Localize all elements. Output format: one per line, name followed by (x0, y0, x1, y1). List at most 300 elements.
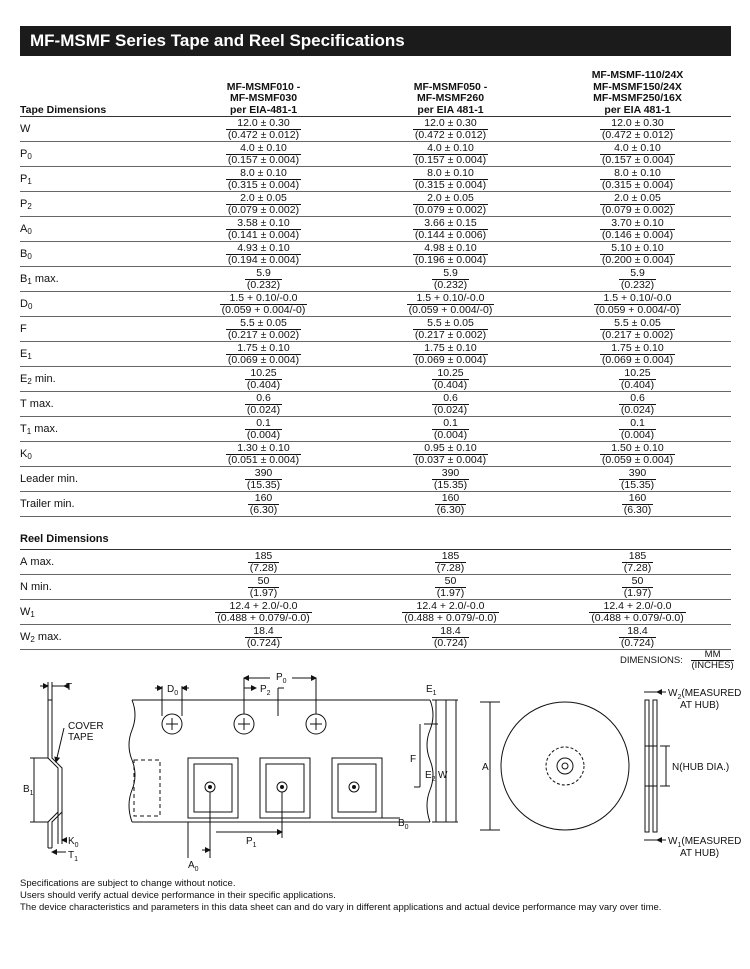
value-fraction (619, 268, 656, 291)
value-inches: (0.217 ± 0.002) (601, 328, 674, 341)
column-header (544, 70, 731, 117)
value-inches: (0.315 ± 0.004) (414, 178, 487, 191)
value-cell (357, 492, 544, 517)
value-cell (170, 292, 357, 317)
value-inches: (15.35) (433, 478, 468, 491)
value-mm: 8.0 ± 0.10 (413, 168, 488, 180)
value-inches: (0.157 ± 0.004) (227, 153, 300, 166)
row-symbol: T (20, 397, 27, 410)
value-inches: (1.97) (623, 586, 652, 599)
row-label (20, 467, 170, 492)
label-e1 (426, 684, 437, 697)
row-symbol: N (20, 580, 28, 593)
reel-section (20, 517, 731, 550)
label-w1-main: W (668, 836, 678, 847)
label-a0 (188, 860, 199, 873)
label-cover: COVER (68, 721, 104, 732)
value-inches: (0.488 + 0.079/-0.0) (404, 611, 497, 624)
value-fraction (413, 143, 488, 166)
value-mm: 3.66 ± 0.15 (413, 218, 488, 230)
value-inches: (0.724) (246, 636, 281, 649)
table-row (20, 492, 731, 517)
table-row (20, 392, 731, 417)
row-symbol: E (20, 372, 28, 385)
value-mm: 18.4 (432, 626, 469, 638)
value-fraction (589, 601, 686, 624)
value-fraction (413, 318, 488, 341)
label-a0-main: A (188, 860, 195, 871)
row-label (20, 625, 170, 650)
table-row (20, 167, 731, 192)
value-inches: (0.232) (433, 278, 468, 291)
row-symbol: T (20, 422, 27, 435)
tape-top-view (129, 678, 458, 858)
value-mm: 1.30 ± 0.10 (226, 443, 301, 455)
page-title: MF-MSMF Series Tape and Reel Specifications (20, 26, 731, 56)
value-fraction (245, 393, 282, 416)
value-mm: 5.9 (245, 268, 282, 280)
value-inches: (0.404) (620, 378, 655, 391)
value-fraction (226, 343, 301, 366)
row-subscript: 0 (27, 151, 32, 161)
table-row (20, 242, 731, 267)
value-mm: 12.4 + 2.0/-0.0 (215, 601, 312, 613)
value-cell (170, 442, 357, 467)
row-label (20, 550, 170, 575)
value-inches: (0.472 ± 0.012) (601, 128, 674, 141)
value-mm: 390 (619, 468, 656, 480)
column-header-line: MF-MSMF250/16X (593, 92, 682, 104)
value-fraction (402, 601, 499, 624)
value-mm: 1.5 + 0.10/-0.0 (407, 293, 495, 305)
dimensions-legend (620, 650, 734, 671)
value-inches: (0.144 ± 0.006) (414, 228, 487, 241)
value-cell (357, 217, 544, 242)
label-k0-main: K (68, 836, 75, 847)
value-cell (544, 550, 731, 575)
label-d0-sub: 0 (174, 690, 179, 697)
row-symbol: D (20, 297, 28, 310)
label-e2-sub: 2 (431, 776, 436, 783)
value-cell (357, 575, 544, 600)
row-symbol: Leader min. (20, 472, 79, 485)
value-fraction (226, 218, 301, 241)
row-suffix: min. (31, 372, 56, 385)
value-inches: (0.315 ± 0.004) (227, 178, 300, 191)
value-fraction (226, 143, 301, 166)
label-p2-sub: 2 (266, 690, 271, 697)
value-cell (544, 467, 731, 492)
row-label (20, 600, 170, 625)
value-inches: (0.079 ± 0.002) (227, 203, 300, 216)
value-fraction (220, 293, 308, 316)
value-cell (544, 367, 731, 392)
value-fraction (600, 218, 675, 241)
value-inches: (0.232) (246, 278, 281, 291)
value-mm: 10.25 (619, 368, 656, 380)
row-label (20, 442, 170, 467)
value-inches: (0.217 ± 0.002) (414, 328, 487, 341)
table-row (20, 575, 731, 600)
value-fraction (407, 293, 495, 316)
label-b1-sub: 1 (29, 790, 34, 797)
value-fraction (245, 626, 282, 649)
label-reel-a: A (482, 762, 489, 773)
label-e2 (425, 770, 436, 783)
value-fraction (600, 193, 675, 216)
value-cell (357, 600, 544, 625)
value-inches: (0.004) (433, 428, 468, 441)
table-row (20, 117, 731, 142)
value-cell (544, 392, 731, 417)
row-symbol: W (20, 122, 31, 135)
value-mm: 2.0 ± 0.05 (226, 193, 301, 205)
value-fraction (600, 118, 675, 141)
value-inches: (0.059 + 0.004/-0) (408, 303, 493, 316)
table-row (20, 600, 731, 625)
value-fraction (622, 551, 653, 574)
value-inches: (0.472 ± 0.012) (414, 128, 487, 141)
value-cell (357, 267, 544, 292)
value-cell (170, 342, 357, 367)
value-inches: (0.024) (433, 403, 468, 416)
row-subscript: 2 (27, 376, 32, 386)
row-suffix: max. (27, 555, 55, 568)
value-mm: 0.1 (619, 418, 656, 430)
units-fraction (691, 650, 733, 671)
value-mm: 3.70 ± 0.10 (600, 218, 675, 230)
dimensions-label: DIMENSIONS: (620, 655, 683, 667)
value-fraction (245, 468, 282, 491)
value-cell (170, 625, 357, 650)
value-mm: 4.93 ± 0.10 (226, 243, 301, 255)
table-row (20, 417, 731, 442)
value-mm: 12.0 ± 0.30 (413, 118, 488, 130)
row-symbol: W (20, 630, 31, 643)
value-inches: (6.30) (436, 503, 465, 516)
value-inches: (0.404) (246, 378, 281, 391)
value-fraction (600, 318, 675, 341)
row-label (20, 142, 170, 167)
label-p1-main: P (246, 836, 253, 847)
value-fraction (432, 626, 469, 649)
value-mm: 0.6 (245, 393, 282, 405)
value-cell (170, 600, 357, 625)
label-tape: TAPE (68, 732, 94, 743)
reel-section-row (20, 517, 731, 550)
value-inches: (0.724) (620, 636, 655, 649)
value-mm: 5.9 (619, 268, 656, 280)
row-suffix: max. (34, 630, 62, 643)
value-cell (170, 550, 357, 575)
row-suffix: max. (26, 397, 54, 410)
row-symbol: K (20, 447, 28, 460)
value-cell (357, 367, 544, 392)
value-mm: 8.0 ± 0.10 (226, 168, 301, 180)
value-mm: 185 (622, 551, 653, 563)
value-cell (170, 367, 357, 392)
value-cell (544, 342, 731, 367)
note-line: The device characteristics and parameters in this data sheet can and do vary in different applications and actual device performance may vary over time. (20, 902, 662, 913)
value-inches: (0.051 ± 0.004) (227, 453, 300, 466)
row-symbol: A (20, 555, 28, 568)
value-cell (357, 167, 544, 192)
value-cell (357, 442, 544, 467)
label-w1-note2: AT HUB) (680, 848, 720, 859)
value-fraction (413, 343, 488, 366)
value-fraction (226, 243, 301, 266)
value-mm: 0.6 (432, 393, 469, 405)
value-fraction (413, 443, 488, 466)
column-header-line: per EIA 481-1 (417, 103, 484, 116)
value-mm: 50 (622, 576, 653, 588)
column-header-line: MF-MSMF050 - (413, 80, 488, 93)
value-fraction (432, 418, 469, 441)
label-w2-main: W (668, 688, 678, 699)
value-fraction (435, 576, 466, 599)
value-fraction (413, 118, 488, 141)
value-fraction (600, 168, 675, 191)
value-cell (357, 142, 544, 167)
value-cell (170, 117, 357, 142)
value-inches: (0.232) (620, 278, 655, 291)
table-row (20, 367, 731, 392)
value-fraction (226, 318, 301, 341)
value-fraction (215, 601, 312, 624)
column-header-line: MF-MSMF150/24X (593, 80, 682, 93)
value-cell (544, 192, 731, 217)
value-inches: (0.472 ± 0.012) (227, 128, 300, 141)
value-inches: (6.30) (623, 503, 652, 516)
row-subscript: 2 (30, 634, 35, 644)
value-mm: 4.98 ± 0.10 (413, 243, 488, 255)
value-cell (170, 575, 357, 600)
row-subscript: 2 (27, 201, 32, 211)
row-symbol: B (20, 247, 28, 260)
value-cell (544, 442, 731, 467)
value-mm: 5.5 ± 0.05 (226, 318, 301, 330)
note-line: Specifications are subject to change without notice. (20, 878, 236, 889)
value-fraction (619, 468, 656, 491)
label-p2 (260, 684, 271, 697)
reel-dimensions-header: Reel Dimensions (20, 517, 731, 550)
label-k0 (68, 836, 79, 849)
value-cell (170, 192, 357, 217)
units-mm: MM (691, 650, 733, 661)
table-row (20, 550, 731, 575)
value-mm: 185 (435, 551, 466, 563)
row-symbol: F (20, 322, 27, 335)
value-cell (170, 267, 357, 292)
label-e1-sub: 1 (432, 690, 437, 697)
value-cell (357, 292, 544, 317)
value-cell (357, 392, 544, 417)
label-p2-main: P (260, 684, 267, 695)
table-row (20, 192, 731, 217)
value-mm: 8.0 ± 0.10 (600, 168, 675, 180)
value-fraction (594, 293, 682, 316)
value-inches: (1.97) (249, 586, 278, 599)
label-f: F (410, 754, 417, 765)
value-inches: (1.97) (436, 586, 465, 599)
label-w2-sub: 2 (677, 694, 682, 701)
row-suffix: max. (31, 272, 59, 285)
value-inches: (0.488 + 0.079/-0.0) (591, 611, 684, 624)
value-mm: 160 (435, 493, 466, 505)
row-suffix: max. (31, 422, 59, 435)
value-mm: 2.0 ± 0.05 (413, 193, 488, 205)
units-inches: (INCHES) (691, 660, 734, 671)
tape-dimensions-header: Tape Dimensions (20, 70, 170, 117)
value-fraction (226, 168, 301, 191)
column-header-line: MF-MSMF-110/24X (591, 69, 684, 81)
value-mm: 4.0 ± 0.10 (413, 143, 488, 155)
value-mm: 1.5 + 0.10/-0.0 (220, 293, 308, 305)
column-header (170, 70, 357, 117)
value-cell (357, 192, 544, 217)
value-mm: 5.10 ± 0.10 (600, 243, 675, 255)
value-fraction (248, 551, 279, 574)
value-inches: (0.024) (620, 403, 655, 416)
column-header-line: MF-MSMF030 (229, 92, 298, 104)
value-fraction (600, 443, 675, 466)
value-fraction (622, 576, 653, 599)
value-cell (544, 242, 731, 267)
label-b1 (23, 784, 34, 797)
value-inches: (0.315 ± 0.004) (601, 178, 674, 191)
column-header-line: per EIA 481-1 (604, 103, 671, 116)
label-d0-main: D (167, 684, 175, 695)
value-inches: (0.004) (246, 428, 281, 441)
label-t1-main: T (68, 850, 75, 861)
row-subscript: 1 (27, 276, 32, 286)
value-fraction (435, 551, 466, 574)
row-symbol: P (20, 197, 28, 210)
row-subscript: 0 (27, 251, 32, 261)
value-mm: 1.75 ± 0.10 (226, 343, 301, 355)
value-mm: 1.5 + 0.10/-0.0 (594, 293, 682, 305)
label-n-main: N (672, 762, 680, 773)
value-cell (357, 317, 544, 342)
value-inches: (0.069 ± 0.004) (227, 353, 300, 366)
label-t1-sub: 1 (74, 856, 79, 863)
table-row (20, 342, 731, 367)
row-subscript: 1 (27, 351, 32, 361)
label-p0-main: P (276, 672, 283, 683)
value-inches: (0.194 ± 0.004) (227, 253, 300, 266)
value-fraction (435, 493, 466, 516)
value-inches: (0.059 + 0.004/-0) (221, 303, 306, 316)
value-cell (357, 625, 544, 650)
value-fraction (245, 418, 282, 441)
value-cell (544, 167, 731, 192)
value-cell (544, 292, 731, 317)
value-cell (544, 600, 731, 625)
row-subscript: 1 (30, 609, 35, 619)
value-mm: 18.4 (619, 626, 656, 638)
label-w1-sub: 1 (677, 842, 682, 849)
value-cell (544, 317, 731, 342)
label-p1-sub: 1 (252, 842, 257, 849)
value-fraction (413, 218, 488, 241)
value-fraction (248, 493, 279, 516)
value-mm: 12.4 + 2.0/-0.0 (589, 601, 686, 613)
value-fraction (413, 168, 488, 191)
value-cell (170, 167, 357, 192)
value-inches: (7.28) (249, 561, 278, 574)
value-fraction (432, 268, 469, 291)
label-w: W (438, 770, 448, 781)
value-cell (357, 550, 544, 575)
value-cell (170, 492, 357, 517)
column-header-line: MF-MSMF010 - (226, 80, 301, 93)
label-b0-sub: 0 (404, 824, 409, 831)
value-inches: (15.35) (246, 478, 281, 491)
value-cell (544, 117, 731, 142)
value-inches: (0.079 ± 0.002) (601, 203, 674, 216)
value-mm: 18.4 (245, 626, 282, 638)
table-row (20, 267, 731, 292)
column-header (357, 70, 544, 117)
label-n-note: (HUB DIA.) (679, 762, 730, 773)
row-label (20, 342, 170, 367)
row-label (20, 417, 170, 442)
value-cell (170, 467, 357, 492)
value-mm: 12.0 ± 0.30 (226, 118, 301, 130)
tape-dimensions-body (20, 117, 731, 517)
value-cell (544, 267, 731, 292)
value-mm: 12.4 + 2.0/-0.0 (402, 601, 499, 613)
label-w2-note2: AT HUB) (680, 700, 720, 711)
value-cell (357, 417, 544, 442)
label-d0 (167, 684, 178, 697)
tape-reel-diagram (20, 672, 742, 873)
label-b0-main: B (398, 818, 405, 829)
value-mm: 1.50 ± 0.10 (600, 443, 675, 455)
table-row (20, 217, 731, 242)
row-label (20, 292, 170, 317)
label-e2-main: E (425, 770, 432, 781)
row-label (20, 267, 170, 292)
table-row (20, 317, 731, 342)
value-inches: (15.35) (620, 478, 655, 491)
value-fraction (622, 493, 653, 516)
value-mm: 0.1 (432, 418, 469, 430)
value-cell (544, 492, 731, 517)
value-mm: 0.95 ± 0.10 (413, 443, 488, 455)
label-p0 (276, 672, 287, 685)
reel-dimensions-body (20, 550, 731, 650)
label-b0 (398, 818, 409, 831)
label-b1-main: B (23, 784, 30, 795)
tape-side-profile (30, 682, 66, 852)
reel-drawing (480, 692, 670, 840)
value-fraction (600, 343, 675, 366)
value-fraction (226, 118, 301, 141)
value-cell (170, 392, 357, 417)
value-fraction (226, 443, 301, 466)
notes (20, 878, 661, 914)
value-mm: 4.0 ± 0.10 (226, 143, 301, 155)
value-inches: (7.28) (623, 561, 652, 574)
value-fraction (245, 268, 282, 291)
value-mm: 4.0 ± 0.10 (600, 143, 675, 155)
value-cell (357, 467, 544, 492)
label-k0-sub: 0 (74, 842, 79, 849)
value-cell (170, 317, 357, 342)
value-cell (170, 242, 357, 267)
value-inches: (0.079 ± 0.002) (414, 203, 487, 216)
